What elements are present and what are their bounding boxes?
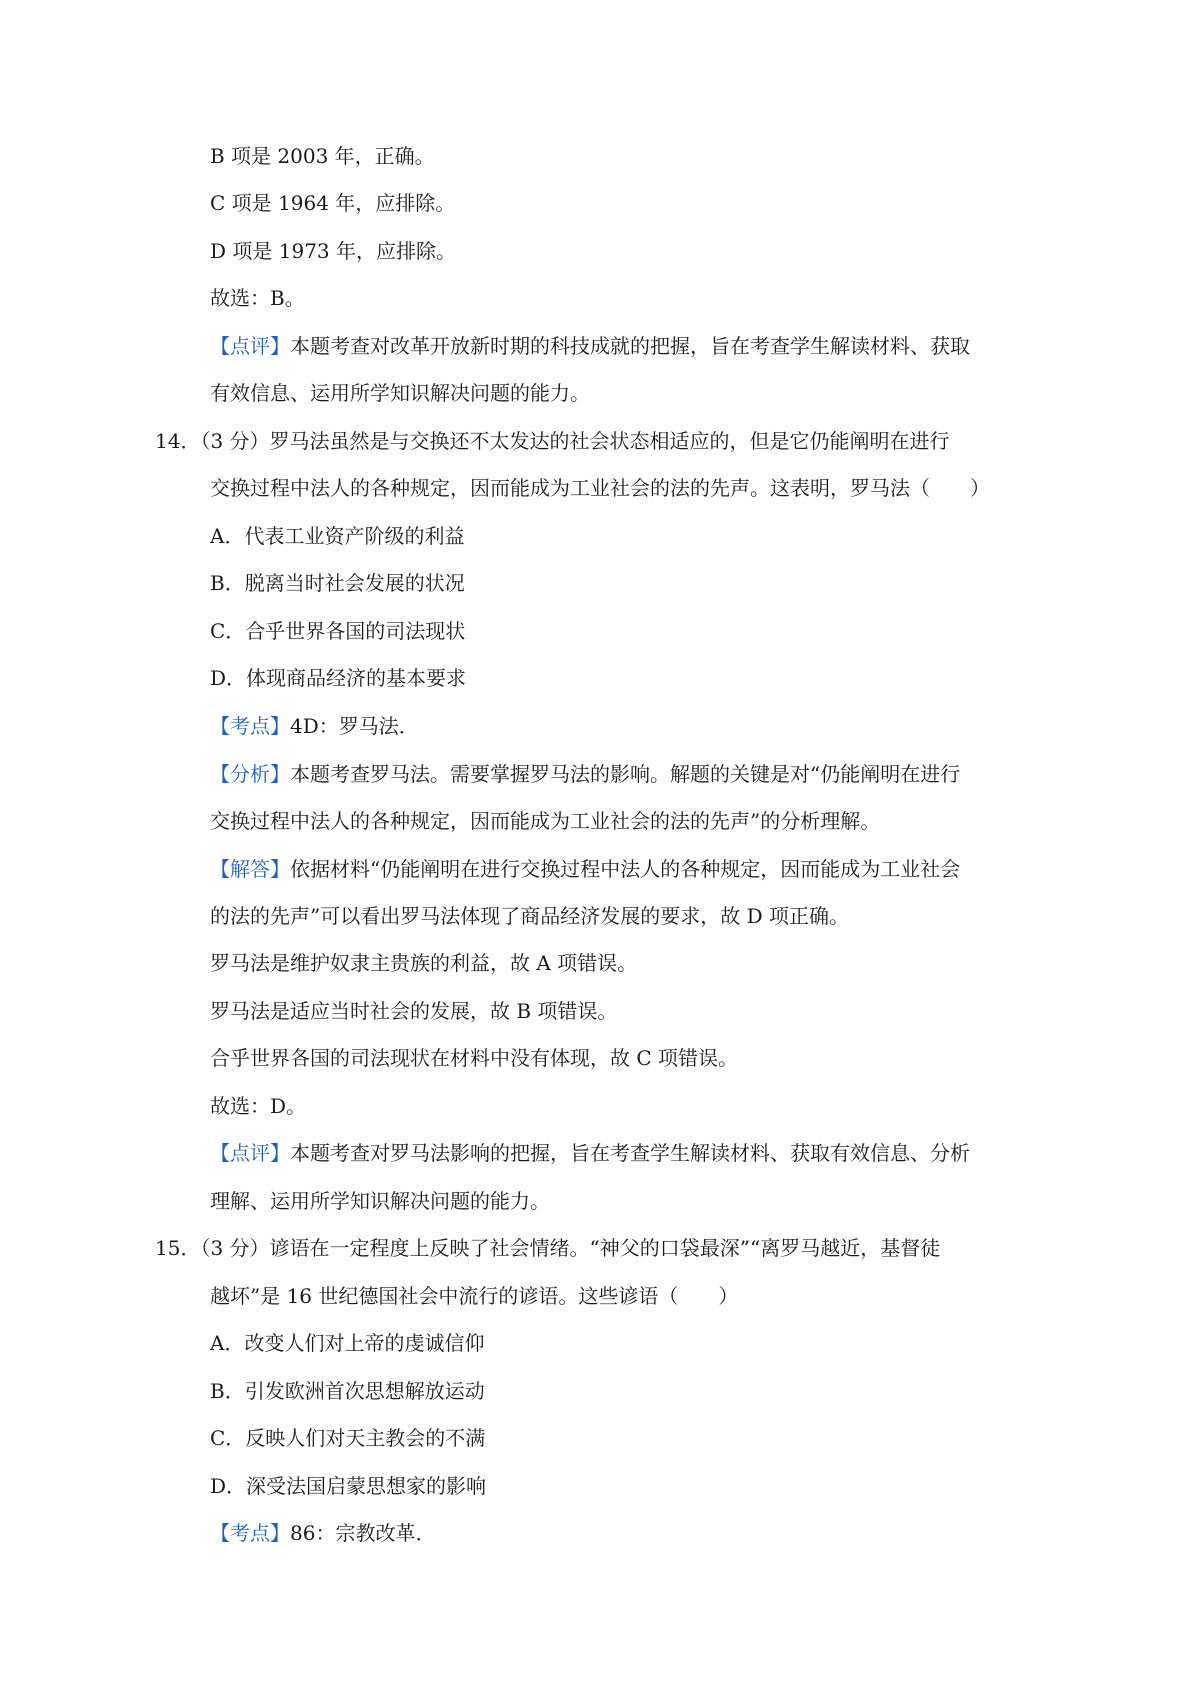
- q15-stem-text-1: （3 分）谚语在一定程度上反映了社会情绪。“神父的口袋最深”“离罗马越近，基督徒: [200, 1236, 941, 1260]
- q14-point-text: 4D：罗马法．: [290, 714, 419, 738]
- q14-stem-text-2: 交换过程中法人的各种规定，因而能成为工业社会的法的先声。这表明，罗马法（ ）: [210, 476, 990, 500]
- q13-answer: 故选：B。: [210, 286, 305, 310]
- q15-option-a: A．改变人们对上帝的虔诚信仰: [210, 1331, 485, 1355]
- q13-option-b-explanation: B 项是 2003 年，正确。: [210, 144, 435, 168]
- q14-solution-text-2: 的法的先声”可以看出罗马法体现了商品经济发展的要求，故 D 项正确。: [210, 904, 849, 928]
- comment-tag: 【点评】: [210, 334, 290, 358]
- q14-comment-text-2: 理解、运用所学知识解决问题的能力。: [210, 1189, 550, 1213]
- q14-point: [210, 711, 419, 741]
- q14-option-c: C．合乎世界各国的司法现状: [210, 619, 466, 643]
- q14-solution-text-1: 依据材料“仍能阐明在进行交换过程中法人的各种规定，因而能成为工业社会: [290, 857, 961, 881]
- q14-option-d: D．体现商品经济的基本要求: [210, 666, 467, 690]
- comment-tag: 【点评】: [210, 1141, 290, 1165]
- q14-solution: [210, 854, 960, 884]
- q14-answer: 故选：D。: [210, 1094, 307, 1118]
- q14-wrong-b: 罗马法是适应当时社会的发展，故 B 项错误。: [210, 999, 618, 1023]
- q15-number: 15．: [155, 1236, 201, 1260]
- q15-option-c: C．反映人们对天主教会的不满: [210, 1426, 486, 1450]
- q14-wrong-a: 罗马法是维护奴隶主贵族的利益，故 A 项错误。: [210, 951, 638, 975]
- q14-comment-text-1: 本题考查对罗马法影响的把握，旨在考查学生解读材料、获取有效信息、分析: [290, 1141, 970, 1165]
- analysis-tag: 【分析】: [210, 762, 290, 786]
- q14-option-b: B．脱离当时社会发展的状况: [210, 571, 465, 595]
- q15-option-d: D．深受法国启蒙思想家的影响: [210, 1474, 487, 1498]
- q14-stem-text-1: （3 分）罗马法虽然是与交换还不太发达的社会状态相适应的，但是它仍能阐明在进行: [200, 429, 950, 453]
- q13-comment-text-2: 有效信息、运用所学知识解决问题的能力。: [210, 381, 590, 405]
- point-tag: 【考点】: [210, 1521, 290, 1545]
- q15-stem: [155, 1233, 940, 1263]
- q14-option-a: A．代表工业资产阶级的利益: [210, 524, 465, 548]
- q15-stem-text-2: 越坏”是 16 世纪德国社会中流行的谚语。这些谚语（ ）: [210, 1284, 739, 1308]
- q13-option-d-explanation: D 项是 1973 年，应排除。: [210, 239, 457, 263]
- point-tag: 【考点】: [210, 714, 290, 738]
- q14-number: 14．: [155, 429, 201, 453]
- q13-option-c-explanation: C 项是 1964 年，应排除。: [210, 191, 456, 215]
- q14-analysis: [210, 759, 960, 789]
- q14-analysis-text-1: 本题考查罗马法。需要掌握罗马法的影响。解题的关键是对“仍能阐明在进行: [290, 762, 961, 786]
- q14-wrong-c: 合乎世界各国的司法现状在材料中没有体现，故 C 项错误。: [210, 1046, 739, 1070]
- q15-point: [210, 1518, 435, 1548]
- q14-stem: [155, 426, 950, 456]
- q14-comment: [210, 1138, 970, 1168]
- solution-tag: 【解答】: [210, 857, 290, 881]
- q13-comment: [210, 331, 970, 361]
- q13-comment-text-1: 本题考查对改革开放新时期的科技成就的把握，旨在考查学生解读材料、获取: [290, 334, 970, 358]
- q15-point-text: 86：宗教改革．: [290, 1521, 436, 1545]
- q15-option-b: B．引发欧洲首次思想解放运动: [210, 1379, 485, 1403]
- q14-analysis-text-2: 交换过程中法人的各种规定，因而能成为工业社会的法的先声”的分析理解。: [210, 809, 881, 833]
